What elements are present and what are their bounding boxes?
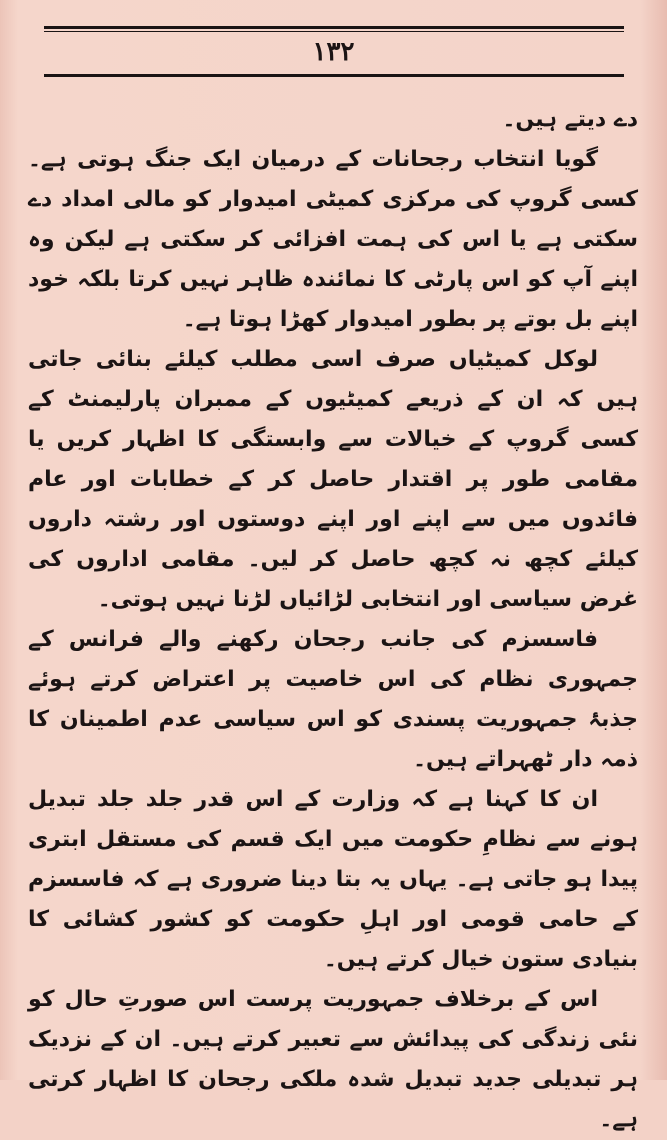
header-rule-top-thin <box>44 31 624 32</box>
page-number: ۱۳۲ <box>312 37 355 67</box>
paragraph: دے دیتے ہیں۔ <box>502 107 638 132</box>
paragraph: فاسسزم کی جانب رجحان رکھنے والے فرانس کے جمہوری نظام کی اس خاصیت پر اعتراض کرتے ہوئے جذبۂ جمہوریت پسندی کو اس سیاسی عدم اطمینان کا ذمہ دار ٹھہراتے ہیں۔ <box>28 627 638 772</box>
paragraph: ان کا کہنا ہے کہ وزارت کے اس قدر جلد جلد تبدیل ہونے سے نظامِ حکومت میں ایک قسم کی مستقل ابتری پیدا ہو جاتی ہے۔ یہاں یہ بتا دینا ضروری ہے کہ فاسسزم کے حامی قومی اور اہلِ حکومت کو کشور کشائی کا بنیادی ستون خیال کرتے ہیں۔ <box>28 787 638 972</box>
body-text <box>28 100 638 1140</box>
header-rule-bottom <box>44 74 624 77</box>
header-rule-top <box>44 26 624 29</box>
paragraph: گویا انتخاب رجحانات کے درمیان ایک جنگ ہوتی ہے۔ کسی گروپ کی مرکزی کمیٹی امیدوار کو مالی امداد دے سکتی ہے یا اس کی ہمت افزائی کر سکتی ہے لیکن وہ اپنے آپ کو اس پارٹی کا نمائندہ ظاہر نہیں کرتا بلکہ خود اپنے بل بوتے پر بطور امیدوار کھڑا ہوتا ہے۔ <box>28 147 638 332</box>
paragraph: اس کے برخلاف جمہوریت پرست اس صورتِ حال کو نئی زندگی کی پیدائش سے تعبیر کرتے ہیں۔ ان کے نزدیک ہر تبدیلی جدید تبدیل شدہ ملکی رجحان کا اظہار کرتی ہے۔ <box>28 987 638 1132</box>
paragraph: لوکل کمیٹیاں صرف اسی مطلب کیلئے بنائی جاتی ہیں کہ ان کے ذریعے کمیٹیوں کے ممبران پارلیمنٹ کے کسی گروپ کے خیالات سے وابستگی کا اظہار کریں یا مقامی طور پر اقتدار حاصل کر کے خطابات اور عام فائدوں میں سے اپنے اور اپنے دوستوں اور رشتہ داروں کیلئے کچھ نہ کچھ حاصل کر لیں۔ مقامی اداروں کی غرض سیاسی اور انتخابی لڑائیاں لڑنا نہیں ہوتی۔ <box>28 347 638 612</box>
